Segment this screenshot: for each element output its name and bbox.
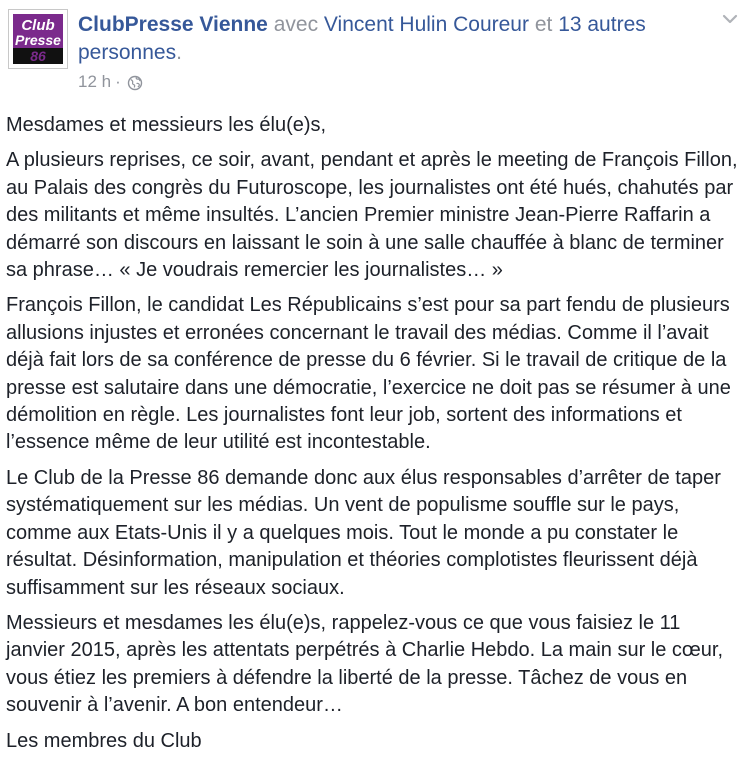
- post-timestamp[interactable]: 12 h: [78, 72, 112, 91]
- page-name-link[interactable]: ClubPresse Vienne: [78, 13, 268, 36]
- post-header: [8, 9, 741, 91]
- post-signature: Les membres du Club: [6, 729, 202, 752]
- meta-separator: ·: [115, 72, 121, 91]
- post-header-text: [78, 11, 708, 67]
- trailing-period: .: [176, 41, 182, 64]
- post-meta: [78, 71, 143, 93]
- and-text: et: [534, 13, 553, 36]
- with-text: avec: [273, 13, 319, 36]
- logo-line-club: Club: [21, 17, 55, 34]
- post-paragraph: A plusieurs reprises, ce soir, avant, pendant et après le meeting de François Fillon, au Palais des congrès du Futuroscope, les journalistes ont été hués, chahutés par des militants et même insultés. L’ancien Premier ministre Jean-Pierre Raffarin a démarré son discours en laissant le soin à une salle chauffée à blanc de terminer sa phrase… « Je voudrais remercier les journalistes… »: [6, 149, 738, 282]
- post-paragraph: François Fillon, le candidat Les Républicains s’est pour sa part fendu de plusieurs allusions injustes et erronées concernant le travail des médias. Comme il l’avait déjà fait lors de sa conférence de presse du 6 février. Si le travail de critique de la presse est salutaire dans une démocratie, l’exercice ne doit pas se résumer à une démolition en règle. Les journalistes font leur job, sortent des informations et l’essence même de leur utilité est incontestable.: [6, 294, 731, 454]
- logo-line-86: 86: [30, 48, 46, 64]
- post-body: [6, 112, 744, 755]
- logo-line-presse: Presse: [15, 32, 61, 48]
- club-presse-logo: [9, 10, 67, 68]
- post-greeting: Mesdames et messieurs les élu(e)s,: [6, 114, 327, 136]
- post-paragraph: Le Club de la Presse 86 demande donc aux élus responsables d’arrêter de taper systématiquement sur les médias. Un vent de populisme souffle sur le pays, comme aux Etats-Unis il y a quelques mois. Tout le monde a pu constater le résultat. Désinformation, manipulation et théories complotistes fleurissent déjà suffisamment sur les réseaux sociaux.: [6, 466, 721, 599]
- tagged-person-link[interactable]: Vincent Hulin Coureur: [323, 13, 529, 36]
- others-link[interactable]: 13 autres personnes: [78, 13, 646, 64]
- globe-icon[interactable]: [127, 75, 143, 91]
- avatar[interactable]: [8, 9, 68, 69]
- chevron-down-icon[interactable]: [720, 9, 740, 29]
- post-paragraph: Messieurs et mesdames les élu(e)s, rappelez-vous ce que vous faisiez le 11 janvier 2015, après les attentats perpétrés à Charlie Hebdo. La main sur le cœur, vous étiez les premiers à défendre la liberté de la presse. Tâchez de vous en souvenir à l’avenir. A bon entendeur…: [6, 611, 724, 717]
